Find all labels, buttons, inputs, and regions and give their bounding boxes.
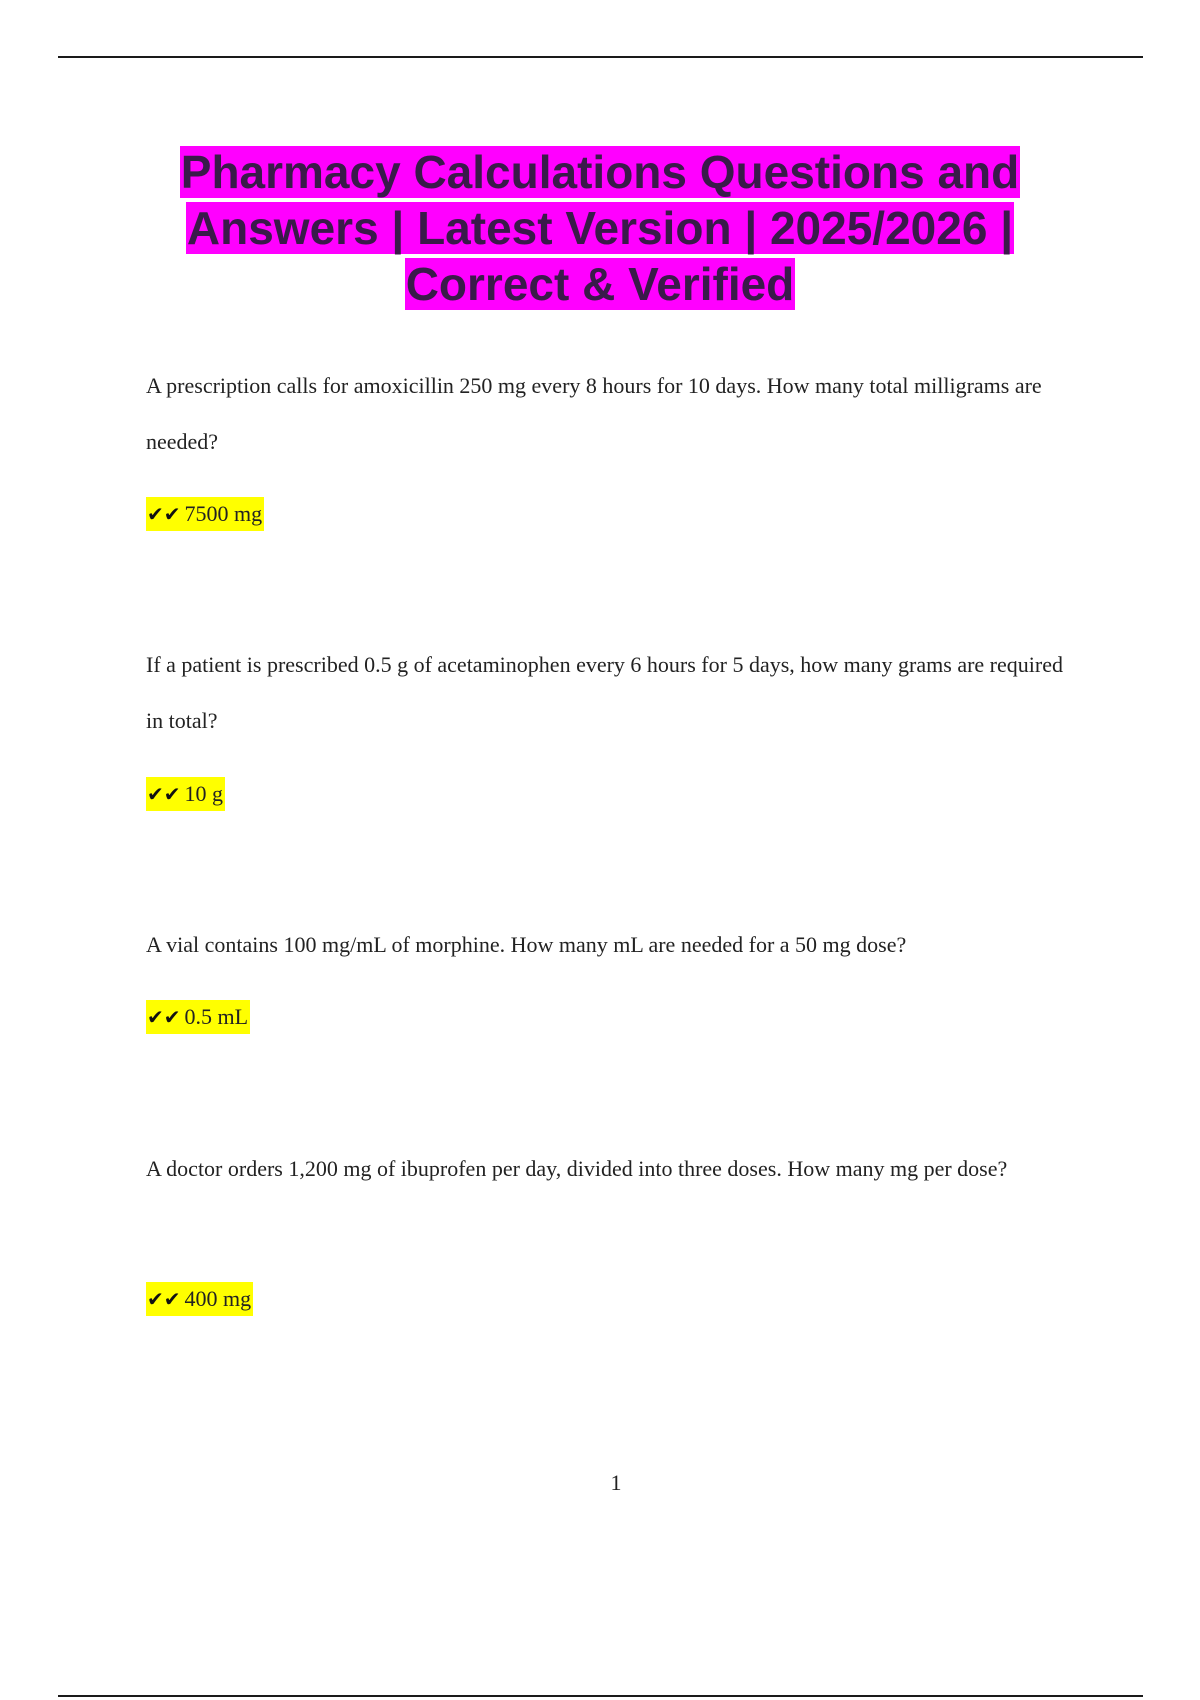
double-check-icon: ✔✔ [147,1287,181,1311]
answer-3 [146,1000,250,1034]
double-check-icon: ✔✔ [147,782,181,806]
answer-4 [146,1282,253,1316]
question-4: A doctor orders 1,200 mg of ibuprofen per day, divided into three doses. How many mg per dose? [146,1156,1008,1181]
page-number: 1 [610,1470,622,1495]
question-1: A prescription calls for amoxicillin 250 mg every 8 hours for 10 days. How many total milligrams are needed? [146,373,1042,454]
document-title [100,144,1100,312]
answer-4-text: 400 mg [184,1286,252,1311]
answer-1 [146,497,264,531]
answer-2-text: 10 g [184,781,224,806]
double-check-icon: ✔✔ [147,502,181,526]
double-check-icon: ✔✔ [147,1005,181,1029]
question-2: If a patient is prescribed 0.5 g of acetaminophen every 6 hours for 5 days, how many grams are required in total? [146,652,1063,733]
bottom-rule [58,1695,1143,1697]
document-title-text: Pharmacy Calculations Questions and Answers | Latest Version | 2025/2026 | Correct & Verified [180,146,1020,310]
top-rule [58,56,1143,58]
answer-2 [146,777,225,811]
answer-1-text: 7500 mg [184,501,263,526]
question-3: A vial contains 100 mg/mL of morphine. How many mL are needed for a 50 mg dose? [146,932,907,957]
answer-3-text: 0.5 mL [184,1004,249,1029]
